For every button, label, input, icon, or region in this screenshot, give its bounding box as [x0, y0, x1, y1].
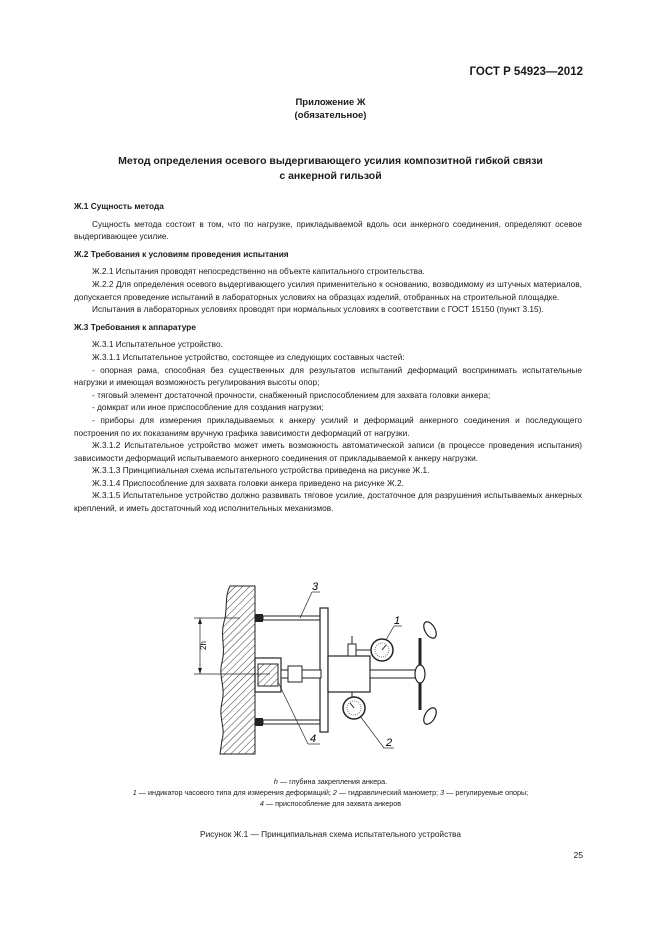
paragraph: Ж.3.1.5 Испытательное устройство должно развивать тяговое усилие, достаточное для разрушения испытываемых анкерных креплений, и иметь достаточный ход исполнительных механизмов. [74, 490, 582, 514]
section-heading-2: Ж.2 Требования к условиям проведения испытания [74, 248, 289, 259]
callout-4: 4 [310, 733, 317, 745]
paragraph: Испытания в лабораторных условиях проводят при нормальных условиях в соответствии с ГОСТ 15150 (пункт 3.15). [92, 304, 544, 315]
test-device-diagram [180, 578, 450, 768]
figure-legend [0, 776, 661, 809]
callout-1: 1 [394, 615, 401, 627]
page-number: 25 [573, 850, 583, 860]
body-text [74, 200, 582, 515]
title-line-1: Метод определения осевого выдергивающего усилия композитной гибкой связи [118, 155, 543, 167]
legend-line-1: h — глубина закрепления анкера. [273, 777, 388, 786]
jack [328, 656, 370, 692]
anchor-sleeve [258, 664, 278, 686]
document-title [0, 154, 661, 184]
paragraph: Ж.2.2 Для определения осевого выдергивающего усилия применительно к основанию, возводимому из штучных материалов, допускается проведение испытаний в лабораторных условиях на образцах изделий, отобранных на строительной площадке. [74, 278, 582, 302]
dimension-label: 2h [199, 641, 208, 650]
callout-2: 2 [386, 737, 393, 749]
title-line-2: с анкерной гильзой [279, 170, 382, 182]
paragraph: Ж.3.1.1 Испытательное устройство, состоящее из следующих составных частей: [92, 351, 405, 362]
appendix-status: (обязательное) [294, 110, 367, 121]
legend-line-2: 1 — индикатор часового типа для измерения деформаций; 2 — гидравлический манометр; 3 — регулируемые опоры; [132, 788, 529, 797]
appendix-label: Приложение Ж [295, 97, 366, 108]
appendix-heading [0, 96, 661, 122]
list-item: - опорная рама, способная без существенных для результатов испытаний деформаций воспринимать испытательные нагрузки и имеющая возможность регулирования высоты опор; [74, 364, 582, 388]
paragraph: Ж.3.1.3 Принципиальная схема испытательного устройства приведена на рисунке Ж.1. [92, 465, 430, 476]
paragraph: Ж.2.1 Испытания проводят непосредственно на объекте капитального строительства. [92, 266, 425, 277]
callout-3: 3 [312, 581, 319, 593]
base-wall [220, 586, 255, 754]
paragraph: Сущность метода состоит в том, что по нагрузке, прикладываемой вдоль оси анкерного соединения, определяют осевое выдергивающее усилие. [74, 218, 582, 242]
list-item: - приборы для измерения прикладываемых к анкеру усилий и деформаций анкерного соединения и последующего построения по их показаниям вручную графика зависимости деформаций от нагрузки. [74, 414, 582, 438]
hand-wheel [415, 620, 439, 727]
paragraph: Ж.3.1.4 Приспособление для захвата головки анкера приведено на рисунке Ж.2. [92, 477, 404, 488]
hydraulic-manometer [343, 692, 365, 719]
standard-number: ГОСТ Р 54923—2012 [469, 66, 583, 78]
screw-shaft [370, 670, 416, 678]
section-heading-3: Ж.3 Требования к аппаратуре [74, 321, 196, 332]
list-item: - домкрат или иное приспособление для создания нагрузки; [92, 402, 324, 413]
list-item: - тяговый элемент достаточной прочности, снабженный приспособлением для захвата головки анкера; [92, 389, 491, 400]
section-heading-1: Ж.1 Сущность метода [74, 201, 164, 211]
paragraph: Ж.3.1 Испытательное устройство. [92, 339, 223, 350]
legend-line-3: 4 — приспособление для захвата анкеров [259, 799, 402, 808]
figure-caption: Рисунок Ж.1 — Принципиальная схема испытательного устройства [200, 829, 461, 839]
paragraph: Ж.3.1.2 Испытательное устройство может иметь возможность автоматической записи (в процессе проведения испытания) зависимости деформаций испытываемого анкерного соединения от прикладываемой к анкеру нагрузки. [74, 440, 582, 463]
